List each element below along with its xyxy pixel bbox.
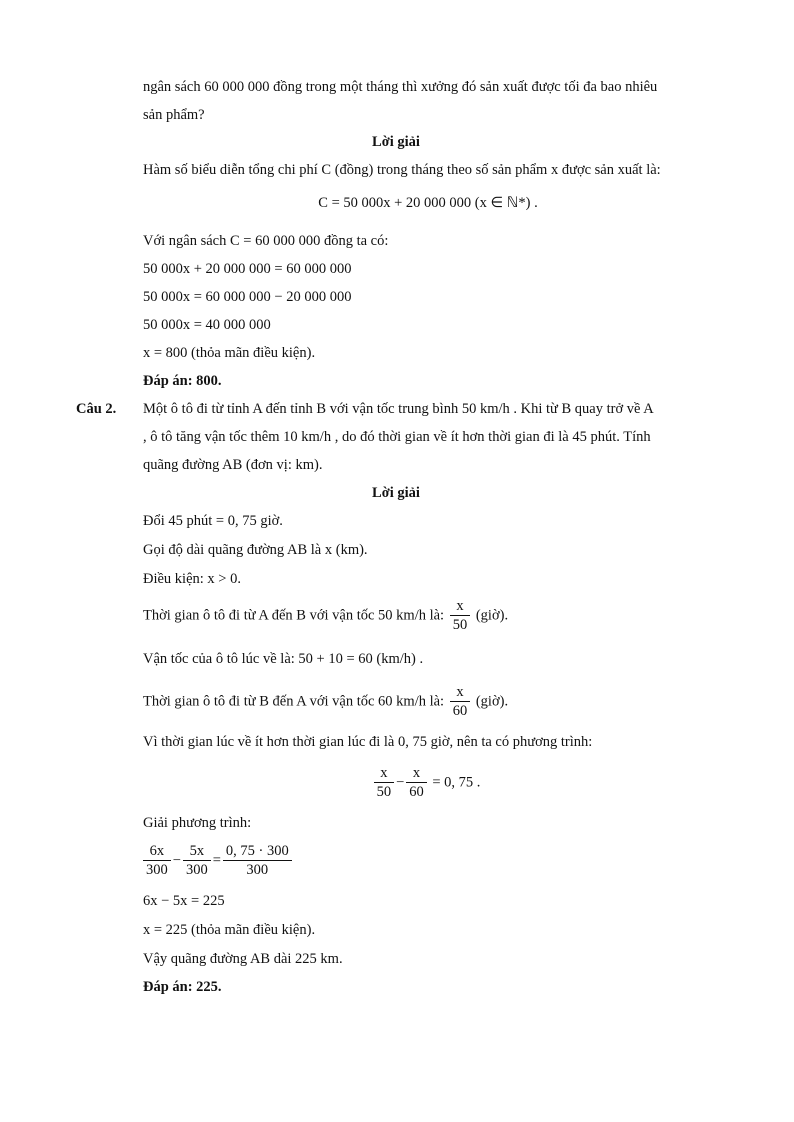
solution-2-heading: Lời giải [372,485,420,501]
time-ab-text: Thời gian ô tô đi từ A đến B với vận tốc 50 km/h là: [143,607,445,624]
minus-sign: − [172,852,181,869]
return-speed: Vận tốc của ô tô lúc về là: 50 + 10 = 60 (km/h) . [143,651,424,667]
time-ba-fraction [450,684,471,720]
fraction-denominator: 300 [146,862,168,878]
time-ab-line [143,598,508,634]
solution-1-heading: Lời giải [372,134,420,150]
solve-heading: Giải phương trình: [143,815,252,831]
equation-step-2: 50 000x = 60 000 000 − 20 000 000 [143,289,352,305]
intro-line-2: sản phẩm? [143,107,205,123]
question-2-line-3: quãng đường AB (đơn vị: km). [143,457,323,473]
let-distance: Gọi độ dài quãng đường AB là x (km). [143,542,368,558]
conclusion: Vậy quãng đường AB dài 225 km. [143,951,343,967]
fraction-numerator: x [450,684,471,702]
fraction-denominator: 300 [185,862,208,878]
step-fraction-2 [183,843,211,879]
main-equation [0,765,794,801]
time-ba-text: Thời gian ô tô đi từ B đến A với vận tốc 60 km/h là: [143,693,445,710]
time-ba-line [143,684,508,720]
time-ab-fraction [450,598,471,634]
fraction-numerator: x [406,765,427,783]
fraction-numerator: 0, 75 · 300 [223,843,292,861]
fraction-numerator: x [374,765,395,783]
question-2-line-2: , ô tô tăng vận tốc thêm 10 km/h , do đó thời gian về ít hơn thời gian đi là 45 phút. Tính [143,429,651,445]
fraction-denominator: 60 [452,703,468,719]
equation-step-4: x = 800 (thỏa mãn điều kiện). [143,345,316,361]
time-ab-unit: (giờ). [475,607,509,624]
fraction-numerator: 6x [143,843,171,861]
fraction-denominator: 60 [409,784,424,800]
answer-2: Đáp án: 225. [143,979,222,995]
solution-1-text: Hàm số biểu diễn tổng chi phí C (đồng) trong tháng theo số sản phẩm x được sản xuất là: [143,162,661,178]
equation-step-1: 50 000x + 20 000 000 = 60 000 000 [143,261,352,277]
solve-step-3: x = 225 (thỏa mãn điều kiện). [143,922,316,938]
question-2-line-1: Một ô tô đi từ tỉnh A đến tỉnh B với vận tốc trung bình 50 km/h . Khi từ B quay trở về A [143,401,654,417]
equation-step-3: 50 000x = 40 000 000 [143,317,271,333]
cost-formula: C = 50 000x + 20 000 000 (x ∈ ℕ*) . [318,195,538,211]
fraction-denominator: 300 [246,862,269,878]
step-fraction-3 [223,843,292,879]
fraction-denominator: 50 [376,784,392,800]
equation-intro: Vì thời gian lúc về ít hơn thời gian lúc đi là 0, 75 giờ, nên ta có phương trình: [143,734,593,750]
equation-rhs: = 0, 75 . [432,774,481,791]
equals-sign: = [212,852,221,869]
convert-time: Đổi 45 phút = 0, 75 giờ. [143,513,283,529]
fraction-numerator: 5x [183,843,211,861]
equation-fraction-1 [374,765,395,801]
fraction-numerator: x [450,598,471,616]
solve-step-1 [141,843,294,879]
intro-line-1: ngân sách 60 000 000 đồng trong một tháng thì xưởng đó sản xuất được tối đa bao nhiêu [143,79,658,95]
fraction-denominator: 50 [452,617,468,633]
step-fraction-1 [143,843,171,879]
answer-1: Đáp án: 800. [143,373,222,389]
solve-step-2: 6x − 5x = 225 [143,893,225,909]
condition: Điều kiện: x > 0. [143,571,241,587]
time-ba-unit: (giờ). [475,693,509,710]
question-2-label: Câu 2. [76,401,117,417]
equation-fraction-2 [406,765,427,801]
budget-text: Với ngân sách C = 60 000 000 đồng ta có: [143,233,389,249]
minus-sign: − [396,774,405,791]
